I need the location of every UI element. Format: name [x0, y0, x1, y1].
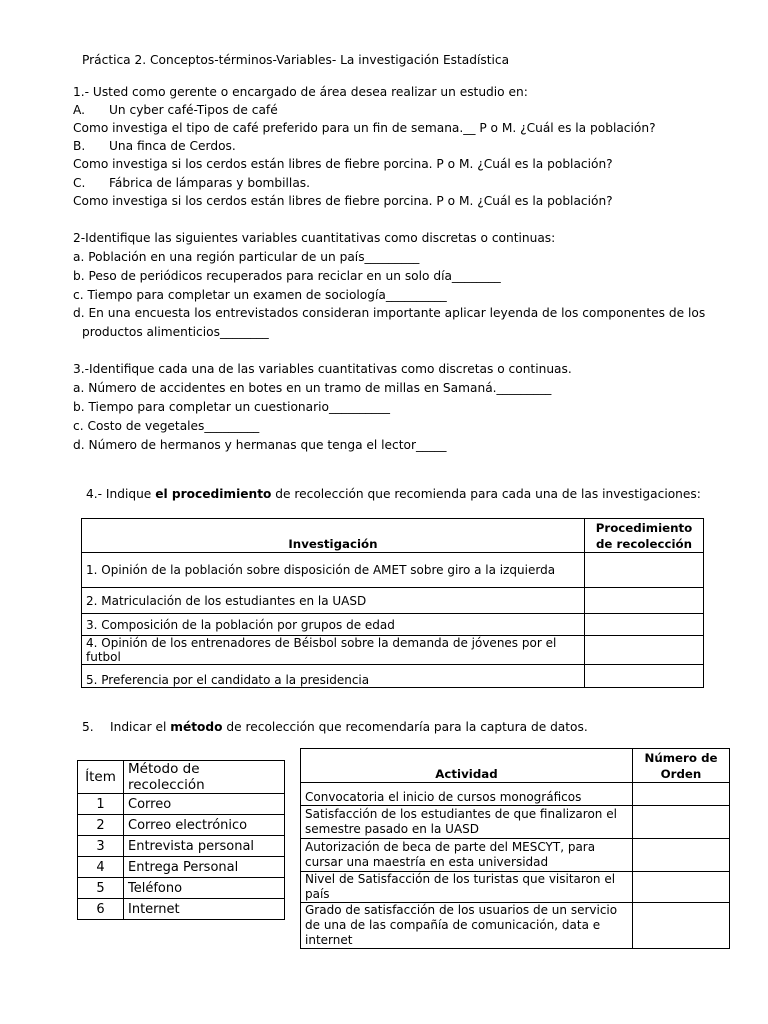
q2-item-c: c. Tiempo para completar un examen de sociología__________ — [73, 288, 447, 302]
activity-row: Grado de satisfacción de los usuarios de un servicio de una de las compañía de comunicación, data e internet — [301, 903, 633, 949]
method-num: 2 — [78, 815, 124, 836]
method-name: Teléfono — [124, 878, 285, 899]
activity-order-input[interactable] — [633, 903, 730, 949]
q4-answer-4[interactable] — [585, 636, 704, 665]
q4-intro-bold: el procedimiento — [155, 487, 272, 501]
q2-item-d-cont: productos alimenticios________ — [82, 325, 269, 339]
q5-intro-pre: Indicar el — [110, 720, 171, 734]
method-num: 4 — [78, 857, 124, 878]
q4-header-investigacion: Investigación — [82, 519, 585, 553]
method-name: Correo — [124, 794, 285, 815]
q1-label-c: Fábrica de lámparas y bombillas. — [109, 176, 311, 190]
q5-number: 5. — [82, 720, 94, 734]
q4-answer-2[interactable] — [585, 588, 704, 614]
q4-table — [81, 518, 704, 688]
q1-letter-c: C. — [73, 176, 86, 190]
methods-header-method: Método de recolección — [124, 761, 285, 794]
activity-row: Satisfacción de los estudiantes de que finalizaron el semestre pasado en la UASD — [301, 806, 633, 839]
q3-item-b: b. Tiempo para completar un cuestionario__________ — [73, 400, 390, 414]
q1-letter-a: A. — [73, 103, 85, 117]
q4-row-5: 5. Preferencia por el candidato a la presidencia — [82, 665, 585, 688]
q1-letter-b: B. — [73, 139, 86, 153]
methods-table — [77, 760, 285, 920]
q4-header-procedimiento: Procedimiento de recolección — [585, 519, 704, 553]
activity-order-input[interactable] — [633, 872, 730, 903]
q4-row-1: 1. Opinión de la población sobre disposición de AMET sobre giro a la izquierda — [82, 553, 585, 588]
q1-question-a: Como investiga el tipo de café preferido para un fin de semana.__ P o M. ¿Cuál es la población? — [73, 121, 656, 135]
method-num: 3 — [78, 836, 124, 857]
q2-item-d: d. En una encuesta los entrevistados consideran importante aplicar leyenda de los componentes de los — [73, 306, 706, 320]
activities-header-activity: Actividad — [301, 749, 633, 783]
q3-item-a: a. Número de accidentes en botes en un tramo de millas en Samaná._________ — [73, 381, 552, 395]
q4-row-2: 2. Matriculación de los estudiantes en la UASD — [82, 588, 585, 614]
method-name: Internet — [124, 899, 285, 920]
q2-intro: 2-Identifique las siguientes variables cuantitativas como discretas o continuas: — [73, 231, 556, 245]
method-num: 6 — [78, 899, 124, 920]
q1-item-a — [73, 103, 278, 117]
document-title: Práctica 2. Conceptos-términos-Variables- La investigación Estadística — [82, 53, 510, 67]
activity-row: Autorización de beca de parte del MESCYT, para cursar una maestría en esta universidad — [301, 839, 633, 872]
q4-answer-5[interactable] — [585, 665, 704, 688]
method-num: 1 — [78, 794, 124, 815]
q1-label-b: Una finca de Cerdos. — [109, 139, 236, 153]
q4-row-4: 4. Opinión de los entrenadores de Béisbol sobre la demanda de jóvenes por el futbol — [82, 636, 585, 665]
activities-header-order: Número de Orden — [633, 749, 730, 783]
q1-label-a: Un cyber café-Tipos de café — [109, 103, 278, 117]
method-num: 5 — [78, 878, 124, 899]
q1-intro: 1.- Usted como gerente o encargado de área desea realizar un estudio en: — [73, 85, 528, 99]
method-name: Correo electrónico — [124, 815, 285, 836]
q4-intro-pre: 4.- Indique — [86, 487, 156, 501]
activities-table — [300, 748, 730, 949]
q2-item-b: b. Peso de periódicos recuperados para reciclar en un solo día________ — [73, 269, 501, 283]
method-name: Entrega Personal — [124, 857, 285, 878]
activity-row: Nivel de Satisfacción de los turistas que visitaron el país — [301, 872, 633, 903]
q2-item-a: a. Población en una región particular de un país_________ — [73, 250, 420, 264]
q3-item-c: c. Costo de vegetales_________ — [73, 419, 260, 433]
method-name: Entrevista personal — [124, 836, 285, 857]
q4-intro-post: de recolección que recomienda para cada una de las investigaciones: — [271, 487, 701, 501]
q4-answer-3[interactable] — [585, 614, 704, 636]
activity-order-input[interactable] — [633, 806, 730, 839]
activity-row: Convocatoria el inicio de cursos monográficos — [301, 783, 633, 806]
activity-order-input[interactable] — [633, 839, 730, 872]
q5-intro-bold: método — [170, 720, 223, 734]
q1-item-c — [73, 176, 310, 190]
q4-row-3: 3. Composición de la población por grupos de edad — [82, 614, 585, 636]
activity-order-input[interactable] — [633, 783, 730, 806]
q4-intro — [86, 487, 701, 501]
q3-intro: 3.-Identifique cada una de las variables cuantitativas como discretas o continuas. — [73, 362, 572, 376]
q1-question-c: Como investiga si los cerdos están libres de fiebre porcina. P o M. ¿Cuál es la población? — [73, 194, 613, 208]
q3-item-d: d. Número de hermanos y hermanas que tenga el lector_____ — [73, 438, 447, 452]
q5-intro-post: de recolección que recomendaría para la captura de datos. — [222, 720, 588, 734]
q4-answer-1[interactable] — [585, 553, 704, 588]
methods-header-item: Ítem — [78, 761, 124, 794]
q1-item-b — [73, 139, 236, 153]
q1-question-b: Como investiga si los cerdos están libres de fiebre porcina. P o M. ¿Cuál es la población? — [73, 157, 613, 171]
q5-intro — [82, 720, 588, 734]
